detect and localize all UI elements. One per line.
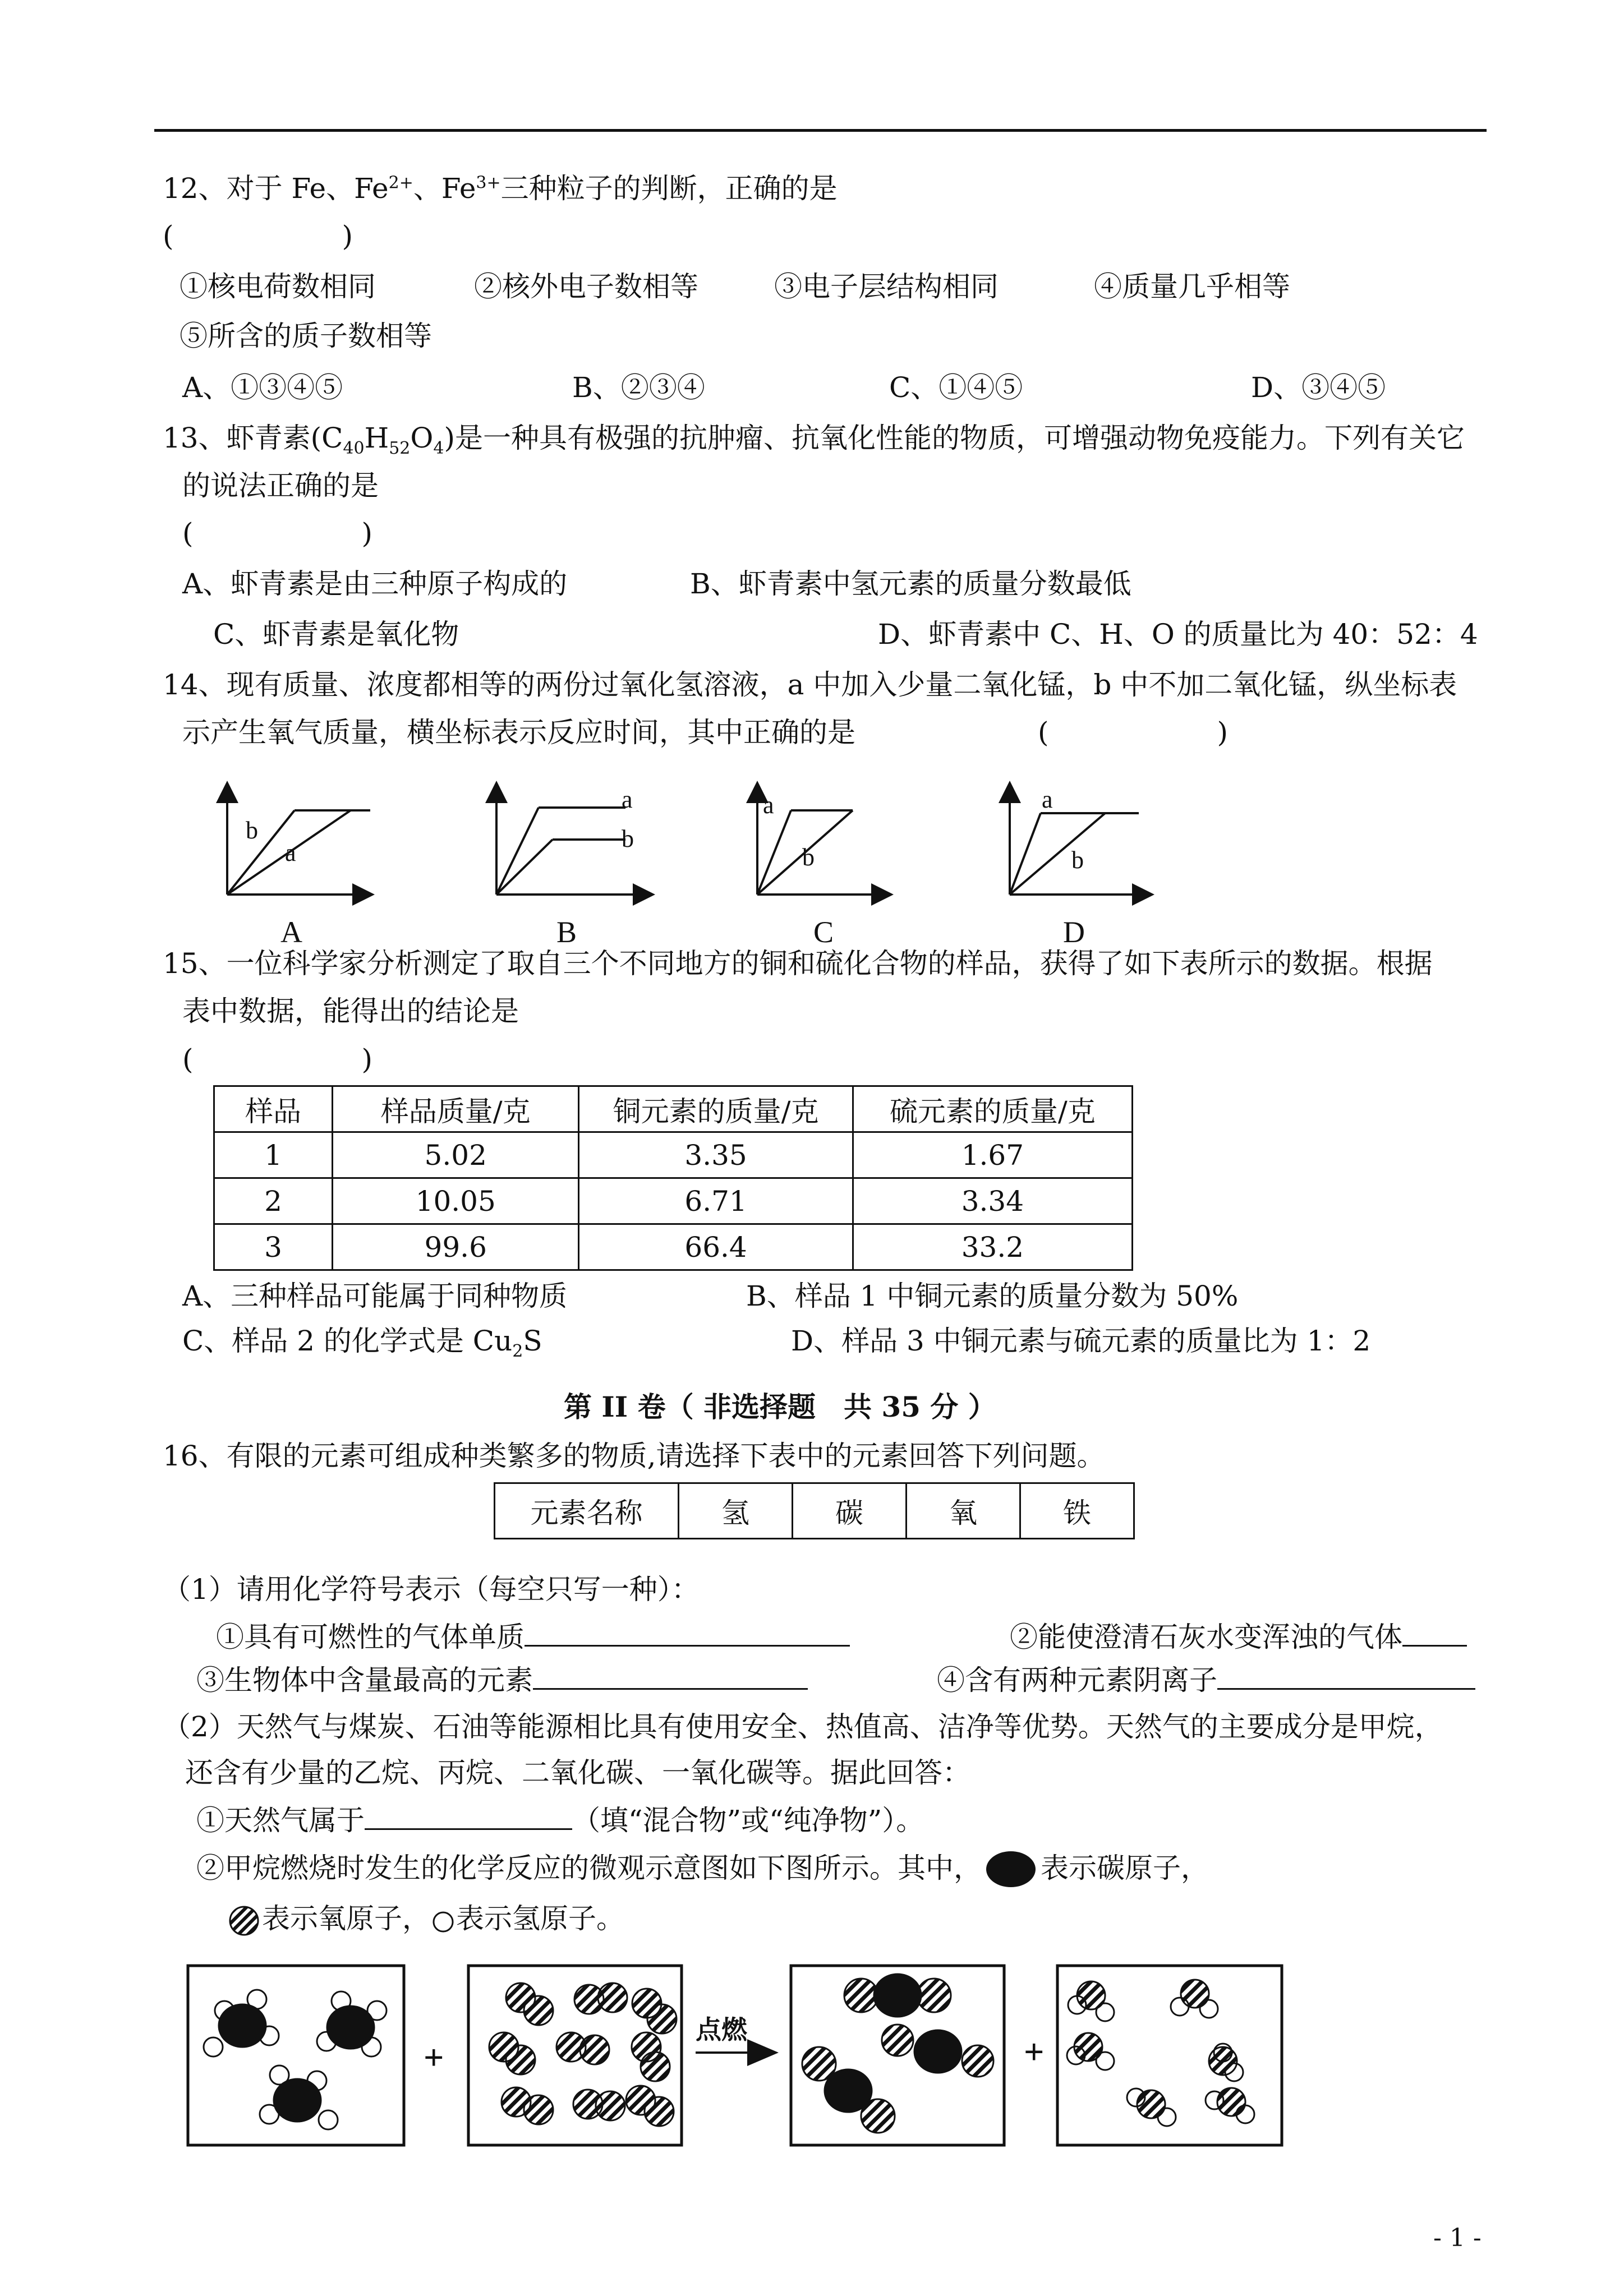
q15-paren: ( ) xyxy=(182,1043,373,1076)
q15-option-a: A、三种样品可能属于同种物质 xyxy=(182,1280,568,1312)
table-cell: 10.05 xyxy=(333,1178,579,1224)
q12-s1: ①核电荷数相同 xyxy=(180,270,376,303)
methane-combustion-diagram xyxy=(180,1957,1301,2154)
q12-paren: ( ) xyxy=(163,220,353,252)
q15-option-b: B、样品 1 中铜元素的质量分数为 50% xyxy=(746,1280,1239,1312)
q13-stem-line2: 的说法正确的是 xyxy=(182,469,379,502)
table-row xyxy=(214,1224,1133,1270)
oxygen-atom-legend-icon xyxy=(227,1905,262,1937)
graph-a-label: A xyxy=(280,915,302,948)
q16-element-table xyxy=(494,1482,1135,1539)
q12-option-c: C、①④⑤ xyxy=(889,371,1023,404)
water-box xyxy=(1057,1966,1282,2145)
q12-stem: 12、对于 Fe、$Fe^{2+}$、$Fe^{3+}$三种粒子的判断，正确的是 xyxy=(163,172,838,205)
q12-option-a: A、①③④⑤ xyxy=(182,371,343,404)
q12-s3: ③电子层结构相同 xyxy=(774,270,999,303)
table-cell: 33.2 xyxy=(853,1224,1132,1270)
table-cell: 碳 xyxy=(793,1483,907,1539)
table-header-row xyxy=(214,1086,1133,1132)
q13-option-a: A、虾青素是由三种原子构成的 xyxy=(182,568,568,600)
q13-option-b: B、虾青素中氢元素的质量分数最低 xyxy=(690,568,1131,600)
q15-stem-line2: 表中数据，能得出的结论是 xyxy=(182,995,519,1027)
q14-graphs xyxy=(202,774,1167,948)
graph-d xyxy=(1010,785,1150,895)
q13-option-c: C、虾青素是氧化物 xyxy=(213,618,459,651)
plus-sign-2: + xyxy=(1024,2032,1045,2072)
q16-part1-item3: ③生物体中含量最高的元素 xyxy=(196,1663,808,1698)
q16-part2-item1: ①天然气属于 （填“混合物”或“纯净物”）。 xyxy=(196,1804,924,1837)
answer-blank[interactable] xyxy=(1217,1663,1475,1690)
q12-s2: ②核外电子数相等 xyxy=(474,270,698,303)
carbon-dioxide-box xyxy=(791,1966,1004,2145)
answer-blank[interactable] xyxy=(533,1663,808,1690)
section-title: 第 II 卷（ 非选择题 共 35 分 ） xyxy=(564,1390,996,1423)
reaction-arrow xyxy=(696,2016,774,2053)
graph-d-line-label-b: b xyxy=(1071,846,1084,874)
q16-part1-item2: ②能使澄清石灰水变浑浊的气体 xyxy=(1010,1620,1467,1654)
table-cell: 氢 xyxy=(679,1483,793,1539)
table-header: 铜元素的质量/克 xyxy=(579,1086,853,1132)
graph-c-line-label-a: a xyxy=(763,791,774,819)
table-cell: 氧 xyxy=(907,1483,1020,1539)
top-rule xyxy=(154,129,1487,132)
answer-blank[interactable] xyxy=(365,1804,572,1830)
methane-box xyxy=(188,1966,404,2145)
graph-c-line-label-b: b xyxy=(802,843,815,871)
graph-b-line-label-b: b xyxy=(622,825,634,852)
carbon-dioxide-molecule xyxy=(844,1974,951,2017)
oxygen-molecule xyxy=(573,2090,625,2120)
q16-part1-item4: ④含有两种元素阴离子 xyxy=(937,1663,1475,1698)
q15-option-c: C、样品 2 的化学式是 $Cu_2S$ xyxy=(182,1325,542,1361)
table-cell: 1.67 xyxy=(853,1132,1132,1178)
q16-part1-prompt: （1）请用化学符号表示（每空只写一种）： xyxy=(163,1573,700,1606)
graph-a-line-label-a: a xyxy=(285,839,296,866)
q12-s5: ⑤所含的质子数相等 xyxy=(180,320,432,352)
table-cell: 99.6 xyxy=(333,1224,579,1270)
graph-a-line-label-b: b xyxy=(246,817,258,844)
q16-part2-legend: 表示氧原子， 表示氢原子。 xyxy=(227,1901,624,1937)
table-cell: 5.02 xyxy=(333,1132,579,1178)
table-header: 硫元素的质量/克 xyxy=(853,1086,1132,1132)
table-cell: 铁 xyxy=(1020,1483,1134,1539)
answer-blank[interactable] xyxy=(525,1620,850,1647)
table-header: 样品质量/克 xyxy=(333,1086,579,1132)
graph-b-line-label-a: a xyxy=(622,786,633,813)
table-cell: 3 xyxy=(214,1224,333,1270)
oxygen-molecule xyxy=(556,2032,609,2064)
table-cell: 元素名称 xyxy=(495,1483,679,1539)
q15-stem: 15、一位科学家分析测定了取自三个不同地方的铜和硫化合物的样品，获得了如下表所示的数据。根据 xyxy=(163,947,1433,980)
graph-d-line-label-a: a xyxy=(1042,786,1053,813)
q16-stem: 16、有限的元素可组成种类繁多的物质,请选择下表中的元素回答下列问题。 xyxy=(163,1440,1105,1472)
oxygen-box xyxy=(468,1966,682,2145)
q15-option-d: D、样品 3 中铜元素与硫元素的质量比为 1：2 xyxy=(791,1325,1371,1357)
table-header: 样品 xyxy=(214,1086,333,1132)
q14-stem-line2: 示产生氧气质量，横坐标表示反应时间，其中正确的是 xyxy=(182,716,855,749)
q13-paren: ( ) xyxy=(182,517,373,550)
table-cell: 1 xyxy=(214,1132,333,1178)
graph-c xyxy=(757,785,889,895)
graph-b-label: B xyxy=(556,915,577,948)
table-row xyxy=(214,1178,1133,1224)
reaction-condition-label: 点燃 xyxy=(696,2016,747,2044)
table-cell: 66.4 xyxy=(579,1224,853,1270)
oxygen-molecule xyxy=(574,1983,627,2014)
table-cell: 3.35 xyxy=(579,1132,853,1178)
q12-s4: ④质量几乎相等 xyxy=(1094,270,1290,303)
page-number: - 1 - xyxy=(1433,2224,1482,2252)
q14-stem: 14、现有质量、浓度都相等的两份过氧化氢溶液，a 中加入少量二氧化锰，b 中不加二氧化锰，纵坐标表 xyxy=(163,668,1457,701)
graph-c-label: C xyxy=(813,915,834,948)
hydrogen-atom-legend-icon xyxy=(430,1905,456,1937)
table-cell: 2 xyxy=(214,1178,333,1224)
q16-part2-stem-line2: 还含有少量的乙烷、丙烷、二氧化碳、一氧化碳等。据此回答： xyxy=(185,1756,970,1789)
graph-d-label: D xyxy=(1063,915,1085,948)
q14-paren: ( ) xyxy=(1038,716,1229,749)
q12-option-d: D、③④⑤ xyxy=(1251,371,1386,404)
table-row xyxy=(495,1483,1134,1539)
q13-stem: 13、虾青素$(C_{40}H_{52}O_4)$是一种具有极强的抗肿瘤、抗氧化性能的物质，可增强动物免疫能力。下列有关它 xyxy=(163,422,1465,458)
table-cell: 6.71 xyxy=(579,1178,853,1224)
table-row xyxy=(214,1132,1133,1178)
q16-part1-item1: ①具有可燃性的气体单质 xyxy=(216,1620,850,1654)
q15-data-table xyxy=(213,1085,1133,1271)
plus-sign-1: + xyxy=(424,2037,444,2077)
q16-part2-item2: ②甲烷燃烧时发生的化学反应的微观示意图如下图所示。其中， 表示碳原子， xyxy=(196,1851,1209,1888)
answer-blank[interactable] xyxy=(1402,1620,1467,1647)
q16-part2-stem: （2）天然气与煤炭、石油等能源相比具有使用安全、热值高、洁净等优势。天然气的主要成分是甲烷， xyxy=(163,1711,1443,1743)
table-cell: 3.34 xyxy=(853,1178,1132,1224)
q12-option-b: B、②③④ xyxy=(572,371,705,404)
q13-option-d: D、虾青素中 C、H、O 的质量比为 40：52：4 xyxy=(878,618,1478,651)
carbon-atom-legend-icon xyxy=(982,1853,1041,1888)
